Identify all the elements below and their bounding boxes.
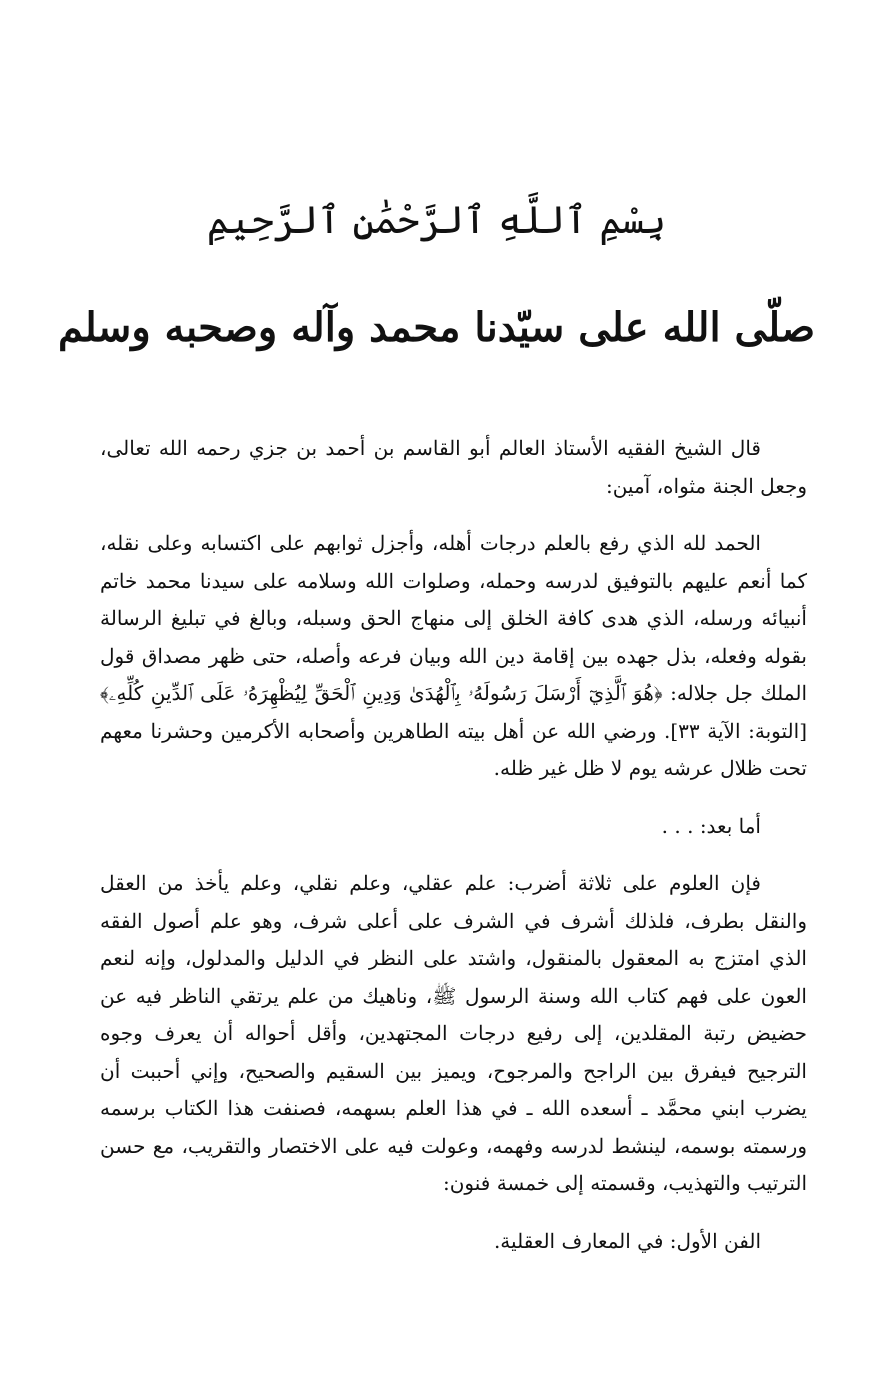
hamd-paragraph: [100, 525, 807, 788]
verse-reference-and-dua: [التوبة: الآية ٣٣]. ورضي الله عن أهل بيته الطاهرين وأصحابه الأكرمين وحشرنا معهم تحت ظلال عرشه يوم لا ظل غير ظله.: [100, 718, 807, 780]
hamd-text: الحمد لله الذي رفع بالعلم درجات أهله، وأجزل ثوابهم على اكتسابه وعلى نقله، كما أنعم عليهم بالتوفيق لدرسه وحمله، وصلوات الله وسلامه على سيدنا محمد خاتم أنبيائه ورسله، الذي هدى كافة الخلق إلى منهاج الحق وسبله، وبالغ في تبليغ الرسالة بقوله وفعله، بذل جهده بين إقامة دين الله وبيان فرعه وأصله، حتى ظهر مصداق قول الملك جل جلاله:: [100, 531, 808, 705]
basmala-calligraphy: بِسْمِ ٱللَّهِ ٱلرَّحْمَٰنِ ٱلرَّحِيمِ: [206, 198, 667, 242]
salawat-heading: صلّى الله على سيّدنا محمد وآله وصحبه وسلم: [57, 304, 816, 351]
quran-verse: ﴿هُوَ ٱلَّذِيٓ أَرْسَلَ رَسُولَهُۥ بِٱلْهُدَىٰ وَدِينِ ٱلْحَقِّ لِيُظْهِرَهُۥ عَلَى ٱلدِّينِ كُلِّهِۦ﴾: [100, 681, 663, 705]
main-paragraph: فإن العلوم على ثلاثة أضرب: علم عقلي، وعلم نقلي، وعلم يأخذ من العقل والنقل بطرف، فلذلك أشرف في الشرف على أعلى شرف، وهو علم أصول الفقه الذي امتزج به المعقول بالمنقول، واشتد على النظر في الدليل والمدلول، وإنه لنعم العون على فهم كتاب الله وسنة الرسول ﷺ، وناهيك من علم يرتقي الناظر فيه عن حضيض رتبة المقلدين، إلى رفيع درجات المجتهدين، وأقل أحواله أن يعرف وجوه الترجيح فيفرق بين الراجح والمرجوح، ويميز بين السقيم والصحيح، وإني أحببت أن يضرب ابني محمَّد ـ أسعده الله ـ في هذا العلم بسهمه، فصنفت هذا الكتاب برسمه ورسمته بوسمه، لينشط لدرسه وفهمه، وعولت فيه على الاختصار والتقريب، مع حسن الترتيب والتهذيب، وقسمته إلى خمسة فنون:: [100, 871, 807, 1195]
amma-baad-paragraph: أما بعد: . . .: [661, 813, 761, 838]
intro-paragraph: قال الشيخ الفقيه الأستاذ العالم أبو القاسم بن أحمد بن جزي رحمه الله تعالى، وجعل الجنة مثواه، آمين:: [100, 436, 807, 498]
body-text: [100, 430, 807, 1260]
first-art-line: الفن الأول: في المعارف العقلية.: [493, 1228, 761, 1253]
